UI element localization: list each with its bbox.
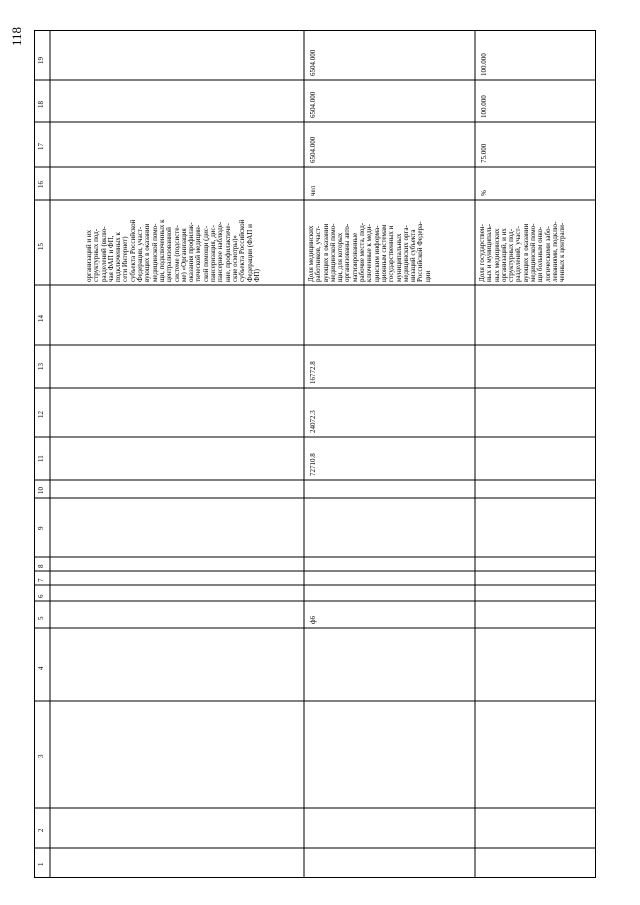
row-b-col18: 6504.000 xyxy=(309,91,317,118)
col-num-13: 13 xyxy=(37,363,45,370)
row-c-col19: 100.000 xyxy=(480,53,488,76)
col-num-19: 19 xyxy=(37,57,45,64)
table-sheet xyxy=(34,30,596,878)
col-num-14: 14 xyxy=(37,315,45,322)
page-number: 118 xyxy=(9,26,24,46)
col-num-6: 6 xyxy=(37,594,45,598)
col-num-9: 9 xyxy=(37,526,45,530)
row-b-col13: 16772.8 xyxy=(309,361,317,384)
col-num-2: 2 xyxy=(37,828,45,832)
row-c-indicator: Доля государствен- ных и муниципаль- ных медицинских организаций, и их структурных под- разделений, участ- вующих в оказании медицинской помо- щи больным онко- логическими забо- леваниями, подклю- ченных к централи- xyxy=(478,221,567,282)
row-b-unit: чел xyxy=(309,185,317,196)
col-num-11: 11 xyxy=(37,455,45,462)
col-num-1: 1 xyxy=(37,862,45,866)
col-num-4: 4 xyxy=(37,666,45,670)
col-num-7: 7 xyxy=(37,578,45,582)
row-a-indicator: организаций и их структурных под- разделений (вклю- чая ФАП и ФП, подключенных к сети Интернет) субъекта Российской Федерации, участ- вующих в оказании медицинской помо- щи, подключенных к централизованной системе (подсисте- ме) «Организация оказания профилак- тической медицин- ской помощи (дис- пансеризация, дис- пансерное наблюде- ние, профилактиче- ские осмотры)» субъекта Российской Федерации (ФАП и ФП) xyxy=(85,219,261,282)
row-b-col19: 6504.000 xyxy=(309,49,317,76)
col-num-10: 10 xyxy=(37,487,45,494)
col-num-3: 3 xyxy=(37,754,45,758)
col-num-5: 5 xyxy=(37,616,45,620)
col-num-15: 15 xyxy=(37,243,45,250)
row-b-col11: 72710.8 xyxy=(309,453,317,476)
col-num-17: 17 xyxy=(37,143,45,150)
row-b-col5: ф6 xyxy=(309,615,317,624)
row-b-indicator: Доля медицинских работников, участ- вующих в оказании медицинской помо- щи, для которых организованы авто- матизированные рабочие места, под- ключенные к меди- цинским информа- ционным системам государственных и муниципальных медицинских орга- низаций субъекта Российской Федера- ции xyxy=(307,221,432,282)
col-num-12: 12 xyxy=(37,411,45,418)
row-c-unit: % xyxy=(480,190,488,196)
row-b-col17: 6504.000 xyxy=(309,136,317,163)
col-num-8: 8 xyxy=(37,564,45,568)
col-num-18: 18 xyxy=(37,101,45,108)
row-c-col17: 75.000 xyxy=(480,143,488,163)
row-b-col12: 24072.3 xyxy=(309,410,317,433)
col-num-16: 16 xyxy=(37,181,45,188)
row-c-col18: 100.000 xyxy=(480,95,488,118)
